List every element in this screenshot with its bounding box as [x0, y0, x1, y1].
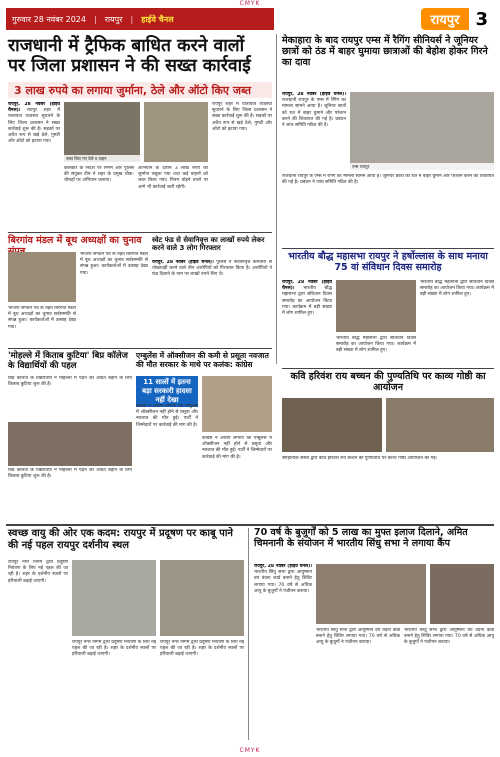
traffic-body-col2: कलेक्टर के निर्देश पर निगम और पुलिस की संयुक्त टीम ने शहर के प्रमुख चौक-चौराहों पर अभियान चलाया। — [64, 166, 134, 184]
masthead-date: गुरुवार 28 नवंबर 2024 — [12, 14, 86, 24]
elderly-body-3: भारतीय सिंधु सभा द्वारा आयुष्मान वय वंदना कार्ड बनाने हेतु शिविर लगाया गया। 70 वर्ष से अधिक आयु के बुजुर्गों ने पंजीयन कराया। — [404, 628, 494, 646]
library-photo — [8, 422, 132, 466]
elderly-headline: 70 वर्ष के बुजुर्गों को 5 लाख का मुफ्त इलाज दिलाने, अमित चिमनानी के संयोजन में भारतीय सिंधु सभा ने लगाया कैंप — [254, 527, 468, 549]
ambulance-body-2: कांग्रेस ने आरोप लगाया कि एम्बुलेंस में ऑक्सीजन नहीं होने से प्रसूता और नवजात की मौत हुई। पार्टी ने जिम्मेदारों पर कार्रवाई की मांग की है। — [202, 436, 272, 460]
registration-mark-bottom: CMYK — [239, 747, 261, 754]
constitution-headline: भारतीय बौद्ध महासभा रायपुर ने हर्षोल्लास के साथ मनाया 75 वां संविधान दिवस समारोह — [288, 251, 488, 273]
traffic-photo-2 — [144, 102, 208, 162]
clean-air-body-3: रायपुर नगर निगम द्वारा प्रदूषण नियंत्रण के लिए नई पहल की जा रही है। शहर के दर्शनीय स्थलों पर हरियाली बढ़ाई जाएगी। — [160, 640, 244, 658]
masthead-city: रायपुर — [104, 14, 123, 24]
fraud-headline: स्वेट फंड से सेवानिवृत्त का लाखों रुपये लेकर करने वाले 3 लोग गिरफ्तार — [152, 236, 265, 253]
constitution-body-3: भारतीय बौद्ध महासभा द्वारा संविधान दिवस समारोह का आयोजन किया गया। कार्यक्रम में बड़ी संख्या में लोग शामिल हुए। — [336, 336, 416, 354]
ambulance-photo — [202, 376, 272, 432]
clean-air-photo-2 — [160, 560, 244, 636]
ambulance-headline: एम्बुलेंस में ऑक्सीजन की कमी से प्रसूता नवजात की मौत सरकार के माथे पर कलंक: कांग्रेस — [136, 351, 269, 369]
library-headline: 'मोहल्ले में किताब कुटिया' बिप्र कॉलेज के विद्यार्थियों की पहल — [8, 351, 128, 371]
traffic-photo — [64, 102, 140, 162]
elderly-body-2: भारतीय सिंधु सभा द्वारा आयुष्मान वय वंदना कार्ड बनाने हेतु शिविर लगाया गया। 70 वर्ष से अधिक आयु के बुजुर्गों ने पंजीयन कराया। — [316, 628, 400, 646]
clean-air-photo — [72, 560, 156, 636]
birgaon-headline: बिरगांव मंडल में बूथ अध्यक्षों का चुनाव — [8, 235, 142, 246]
constitution-body-2: भारतीय बौद्ध महासभा द्वारा संविधान दिवस समारोह का आयोजन किया गया। कार्यक्रम में बड़ी संख्या में लोग शामिल हुए। — [420, 280, 494, 298]
traffic-headline: राजधानी में ट्रैफिक बाधित करने वालों पर जिला प्रशासन ने की सख्त कार्रवाई — [8, 36, 251, 77]
constitution-photo — [336, 280, 416, 332]
poet-headline: कवि हरिवंश राय बच्चन की पुण्यतिथि पर काव्य गोष्ठी का आयोजन — [290, 371, 486, 393]
elderly-photo-2 — [430, 564, 494, 624]
poet-body: साहित्यिक संस्था द्वारा कवि हरिवंश राय बच्चन की पुण्यतिथि पर काव्य गोष्ठी आयोजित की गई। — [282, 456, 438, 461]
ambulance-body: कांग्रेस ने आरोप लगाया कि एम्बुलेंस में ऑक्सीजन नहीं होने से प्रसूता और नवजात की मौत हुई। पार्टी ने जिम्मेदारों पर कार्रवाई की मांग की है। — [136, 404, 198, 428]
traffic-body-col4: रायपुर शहर में यातायात व्यवस्था सुधारने के लिए जिला प्रशासन ने सख्त कार्रवाई शुरू की है। सड़कों पर अवैध रूप से खड़े ठेले, गुमटी और ऑटो को हटाया गया। — [212, 102, 272, 132]
clean-air-body: रायपुर नगर निगम द्वारा प्रदूषण नियंत्रण के लिए नई पहल की जा रही है। शहर के दर्शनीय स्थलों पर हरियाली बढ़ाई जाएगी। — [8, 560, 68, 584]
masthead-brand: हाईवे चैनल — [141, 14, 174, 24]
section-label: रायपुर — [421, 8, 470, 30]
ragging-body: रायपुर, 28 नवंबर (हाईवे चैनल)। राजधानी रायपुर के एम्स में रैगिंग का मामला सामने आया है। जूनियर छात्रों को रात में बाहर घुमाने और परेशान करने की शिकायत की गई है। प्रबंधन ने जांच समिति गठित की है। — [282, 92, 346, 129]
ragging-photo-caption: एम्स रायपुर — [350, 163, 494, 170]
birgaon-body: भाजपा संगठन पर्व के तहत बिरगांव मंडल में बूथ अध्यक्षों का चुनाव सर्वसम्मति से संपन्न हुआ। कार्यकर्ताओं में उत्साह देखा गया। — [80, 252, 148, 276]
traffic-body-col1: रायपुर, 28 नवंबर (हाईवे चैनल)। रायपुर शहर में यातायात व्यवस्था सुधारने के लिए जिला प्रशासन ने सख्त कार्रवाई शुरू की है। सड़कों पर अवैध रूप से खड़े ठेले, गुमटी और ऑटो को हटाया गया। — [8, 102, 60, 145]
library-body-2: बिप्र कॉलेज के विद्यार्थियों ने मोहल्लों में पढ़ने की आदत बढ़ाने के लिए किताब कुटिया शुरू की है। — [8, 468, 132, 480]
birgaon-body-2: भाजपा संगठन पर्व के तहत बिरगांव मंडल में बूथ अध्यक्षों का चुनाव सर्वसम्मति से संपन्न हुआ। कार्यकर्ताओं में उत्साह देखा गया। — [8, 306, 76, 330]
traffic-subheadline: 3 लाख रुपये का लगाया जुर्माना, ठेले और ऑटो किए जब्त — [8, 82, 272, 98]
column-divider — [276, 34, 277, 364]
registration-mark-top: CMYK — [239, 0, 261, 7]
elderly-body: रायपुर, 28 नवंबर (हाईवे चैनल)। भारतीय सिंधु सभा द्वारा आयुष्मान वय वंदना कार्ड बनाने हेतु शिविर लगाया गया। 70 वर्ष से अधिक आयु के बुजुर्गों ने पंजीयन कराया। — [254, 564, 312, 594]
constitution-body: रायपुर, 28 नवंबर (हाईवे चैनल)। भारतीय बौद्ध महासभा द्वारा संविधान दिवस समारोह का आयोजन किया गया। कार्यक्रम में बड़ी संख्या में लोग शामिल हुए। — [282, 280, 332, 317]
fraud-body: रायपुर, 28 नवंबर (हाईवे चैनल)। पुलिस ने सेवानिवृत्त कर्मचारी से धोखाधड़ी करने वाले तीन आरोपियों को गिरफ्तार किया है। आरोपियों ने फंड दिलाने के नाम पर लाखों रुपये लिए थे। — [152, 260, 272, 278]
ambulance-callout: 11 सालों में इतना बड़ा सरकारी हादसा नहीं देखा — [136, 376, 198, 407]
ragging-photo — [350, 92, 494, 170]
elderly-photo — [316, 564, 426, 624]
birgaon-photo — [8, 252, 76, 302]
clean-air-headline: स्वच्छ वायु की ओर एक कदम: रायपुर में प्रदूषण पर काबू पाने की नई पहल रायपुर दर्शनीय स्थल — [8, 528, 233, 551]
poet-photo-2 — [386, 398, 494, 452]
ragging-body-2: राजधानी रायपुर के एम्स में रैगिंग का मामला सामने आया है। जूनियर छात्रों को रात में बाहर घुमाने और परेशान करने की शिकायत की गई है। प्रबंधन ने जांच समिति गठित की है। — [282, 174, 494, 186]
poet-photo — [282, 398, 382, 452]
page-number: 3 — [469, 8, 494, 30]
traffic-photo-caption: जब्त किए गए ठेले व वाहन — [64, 155, 140, 162]
traffic-body-col3: अभियान के दौरान 3 लाख रुपये का जुर्माना वसूला गया तथा कई वाहनों को जब्त किया गया। नियम तोड़ने वालों पर आगे भी कार्रवाई जारी रहेगी। — [138, 166, 208, 190]
library-body: बिप्र कॉलेज के विद्यार्थियों ने मोहल्लों में पढ़ने की आदत बढ़ाने के लिए किताब कुटिया शुरू की है। — [8, 376, 132, 388]
masthead-bar: गुरुवार 28 नवंबर 2024 | रायपुर | हाईवे चैनल — [6, 8, 274, 30]
masthead — [6, 8, 494, 30]
ragging-headline: मेकाहारा के बाद रायपुर एम्स में रैगिंग सीनियर्स ने जूनियर छात्रों को ठंड में बाहर घुमाया छात्राओं की बेहोश होकर गिरने का दावा — [282, 35, 488, 68]
clean-air-body-2: रायपुर नगर निगम द्वारा प्रदूषण नियंत्रण के लिए नई पहल की जा रही है। शहर के दर्शनीय स्थलों पर हरियाली बढ़ाई जाएगी। — [72, 640, 156, 658]
